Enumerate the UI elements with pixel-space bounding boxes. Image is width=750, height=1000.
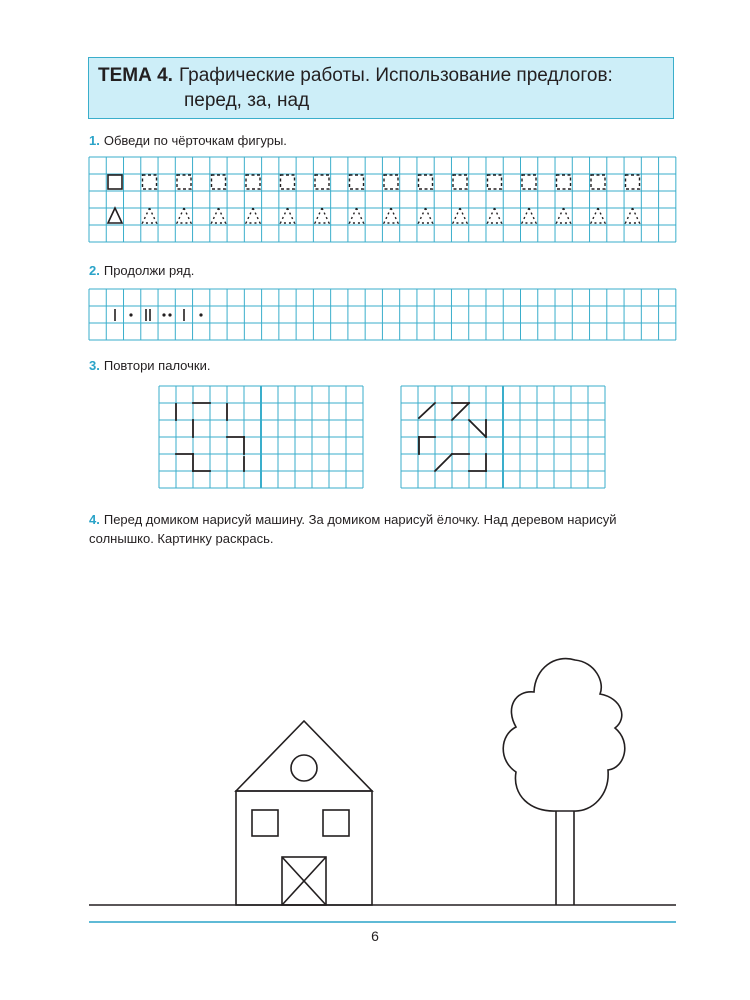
house-window-left [252, 810, 278, 836]
topic-title-text: Графические работы. Использование предлогов: [178, 65, 613, 86]
task-text: Перед домиком нарисуй машину. За домиком нарисуй ёлочку. Над деревом нарисуй [103, 512, 617, 527]
page-number: 6 [371, 928, 379, 944]
task-number: 3. [89, 358, 100, 373]
task-number: 4. [89, 512, 100, 527]
roof-window [291, 755, 317, 781]
task-4-line2: солнышко. Картинку раскрась. [89, 531, 274, 546]
house-wall [236, 791, 372, 905]
task-number: 2. [89, 263, 100, 278]
task-number: 1. [89, 133, 100, 148]
task-text: Продолжи ряд. [103, 263, 195, 278]
topic-title-line2: перед, за, над [184, 90, 310, 111]
tree-drawing [503, 659, 625, 905]
topic-label: ТЕМА 4. [98, 65, 173, 86]
task-text: Обведи по чёрточкам фигуры. [103, 133, 287, 148]
house-window-right [323, 810, 349, 836]
task-text: Повтори палочки. [103, 358, 211, 373]
tree-crown [503, 659, 625, 811]
house-drawing [236, 721, 372, 905]
